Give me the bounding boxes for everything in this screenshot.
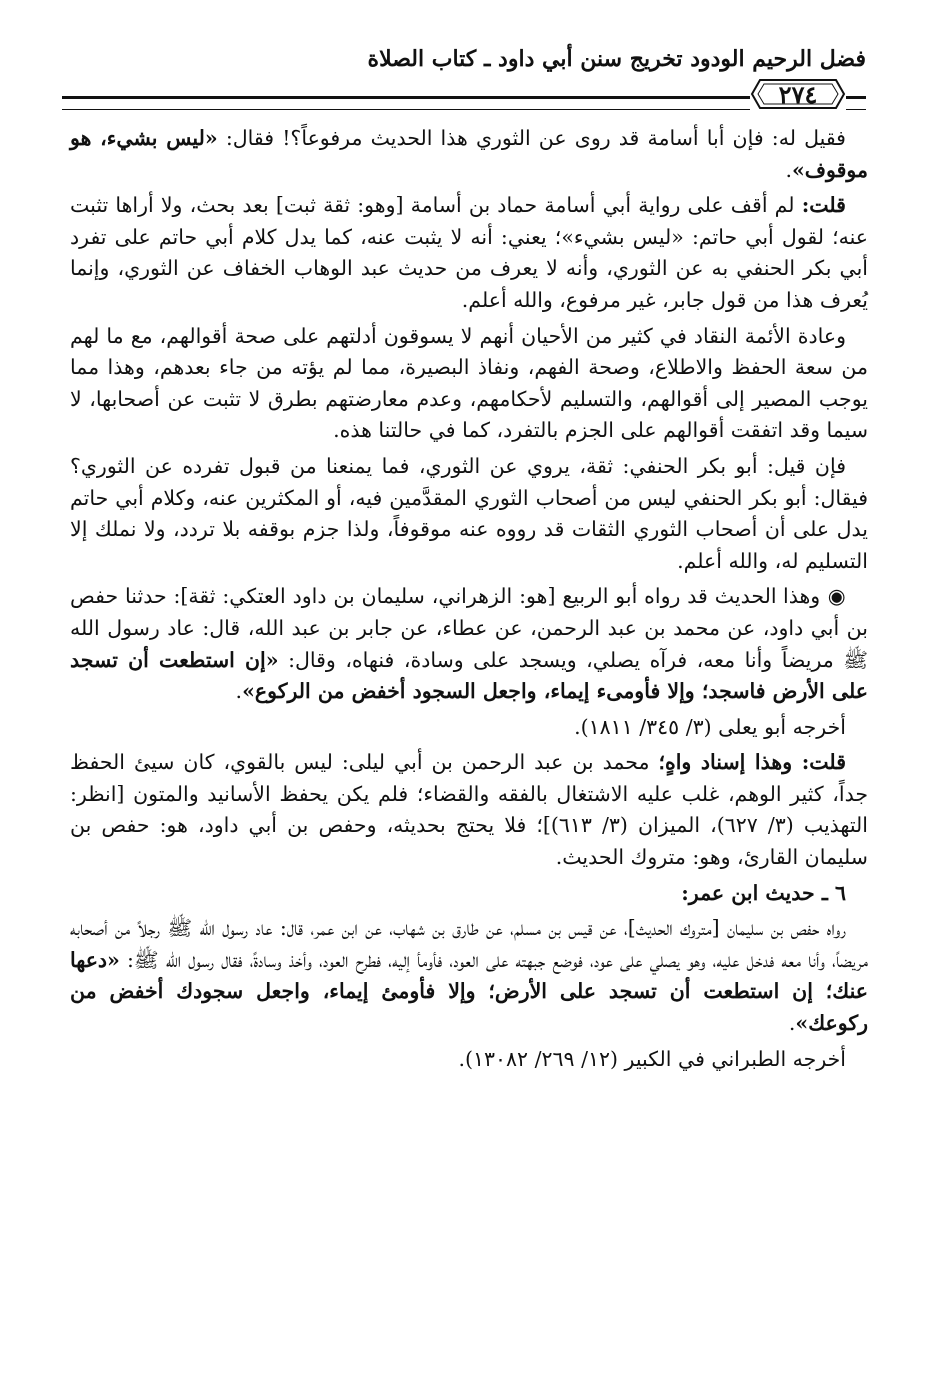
section-heading — [70, 878, 868, 910]
text-run: أخرجه الطبراني في الكبير (١٢/ ٢٦٩/ ١٣٠٨٢). — [458, 1046, 846, 1071]
text-run: فإن قيل: أبو بكر الحنفي: ثقة، يروي عن الثوري، فما يمنعنا من قبول تفرده عن الثوري؟ فيقال: أبو بكر الحنفي ليس من أصحاب الثوري المقدَّمين فيه، أو المكثرين عنه، وكلام أبي حاتم يدل على أن أصحاب الثوري الثقات قد رووه عنه موقوفاً، ولذا جزم بوقفه بلا تردد، ولا نملك إلا التسليم له، والله أعلم. — [70, 453, 868, 573]
text-run: . — [788, 1011, 796, 1036]
text-run: وهذا الحديث قد رواه أبو الربيع [هو: الزهراني، سليمان بن داود العتكي: ثقة]: حدثنا حفص بن أبي داود، عن محمد بن عبد الرحمن، عن عطاء، عن جابر بن عبد الله، قال: عاد رسول الله ﷺ مريضاً وأنا معه، فرآه يصلي، ويسجد على وسادة، فنهاه، وقال: — [70, 584, 868, 672]
paragraph — [70, 190, 868, 316]
bold-run: ٦ ـ حديث ابن عمر: — [681, 880, 846, 905]
text-run: وعادة الأئمة النقاد في كثير من الأحيان أنهم لا يسوقون أدلتهم على صحة أقوالهم، مع ما لهم من سعة الحفظ والاطلاع، وصحة الفهم، ونفاذ البصيرة، مما لم يؤته من جاء بعدهم، وهذا مما يوجب المصير إلى أقوالهم، والتسليم لأحكامهم، وعدم معارضتهم بطرق لا تثبت عن أصحابها، لا سيما وقد اتفقت أقوالهم على الجزم بالتفرد، كما في حالتنا هذه. — [70, 323, 868, 443]
page-number: ٢٧٤ — [778, 79, 818, 109]
bold-run: قلت: — [801, 193, 846, 218]
page-body — [70, 123, 868, 1369]
bold-run: «دعها عنك؛ إن استطعت أن تسجد على الأرض؛ وإلا فأومئ إيماء، واجعل سجودك أخفض من ركوعك» — [70, 947, 868, 1036]
text-run: أخرجه أبو يعلى (٣/ ٣٤٥/ ١٨١١). — [574, 714, 846, 739]
bold-run: «ليس بشيء، هو موقوف» — [70, 126, 868, 182]
text-run: لم أقف على رواية أبي أسامة حماد بن أسامة [وهو: ثقة ثبت] بعد بحث، ولا أراها تثبت عنه؛ لقول أبي حاتم: «ليس بشيء»؛ يعني: أنه لا يثبت عنه، كما يدل كلام أبي حاتم على تفرد أبي بكر الحنفي به عن الثوري، وأنه لا يعرف من حديث عبد الوهاب الخفاف عن الثوري، وإنما يُعرف هذا من قول جابر، غير مرفوع، والله أعلم. — [70, 193, 868, 312]
header-double-line — [62, 96, 866, 110]
text-run: محمد بن عبد الرحمن بن أبي ليلى: ليس بالقوي، كان سيئ الحفظ جداً، كثير الوهم، غلب عليه الاشتغال بالفقه والقضاء؛ فلم يكن يحفظ الأسانيد والمتون [انظر: التهذيب (٣/ ٦٢٧)، الميزان (٣/ ٦١٣)]؛ فلا يحتج بحديثه، وحفص بن أبي داود، هو: حفص بن سليمان القارئ، وهو: متروك الحديث. — [70, 750, 869, 870]
paragraph — [70, 747, 868, 873]
page-number-badge — [750, 76, 846, 112]
paragraph — [70, 123, 868, 186]
running-title: فضل الرحيم الودود تخريج سنن أبي داود ـ كتاب الصلاة — [367, 46, 866, 72]
text-run: رواه حفص بن سليمان [متروك الحديث]، عن قيس بن مسلم، عن طارق بن شهاب، عن ابن عمر، قال: عاد رسول الله ﷺ رجلاً من أصحابه مريضاً، وأنا معه فدخل عليه، وهو يصلي على عود، فوضع جبهته على العود، فأومأ إليه، فطرح العود، وأخذ وسادةً، فقال رسول الله ﷺ: — [70, 916, 868, 972]
bold-run: «إن استطعت أن تسجد على الأرض فاسجد؛ وإلا فأومىء إيماء، واجعل السجود أخفض من الركوع» — [70, 647, 868, 704]
bold-run: ◉ — [820, 584, 846, 609]
bold-run: قلت: وهذا إسناد واهٍ؛ — [658, 750, 846, 775]
paragraph — [70, 321, 868, 447]
text-run: . — [235, 679, 243, 704]
header-rule — [62, 96, 866, 108]
text-run: فقيل له: فإن أبا أسامة قد روى عن الثوري هذا الحديث مرفوعاً؟! فقال: — [217, 126, 846, 150]
paragraph — [70, 1044, 868, 1076]
paragraph — [70, 913, 868, 1039]
paragraph — [70, 451, 868, 577]
paragraph — [70, 581, 868, 707]
page-header — [62, 38, 866, 118]
text-run: . — [785, 157, 792, 182]
paragraph — [70, 712, 868, 744]
